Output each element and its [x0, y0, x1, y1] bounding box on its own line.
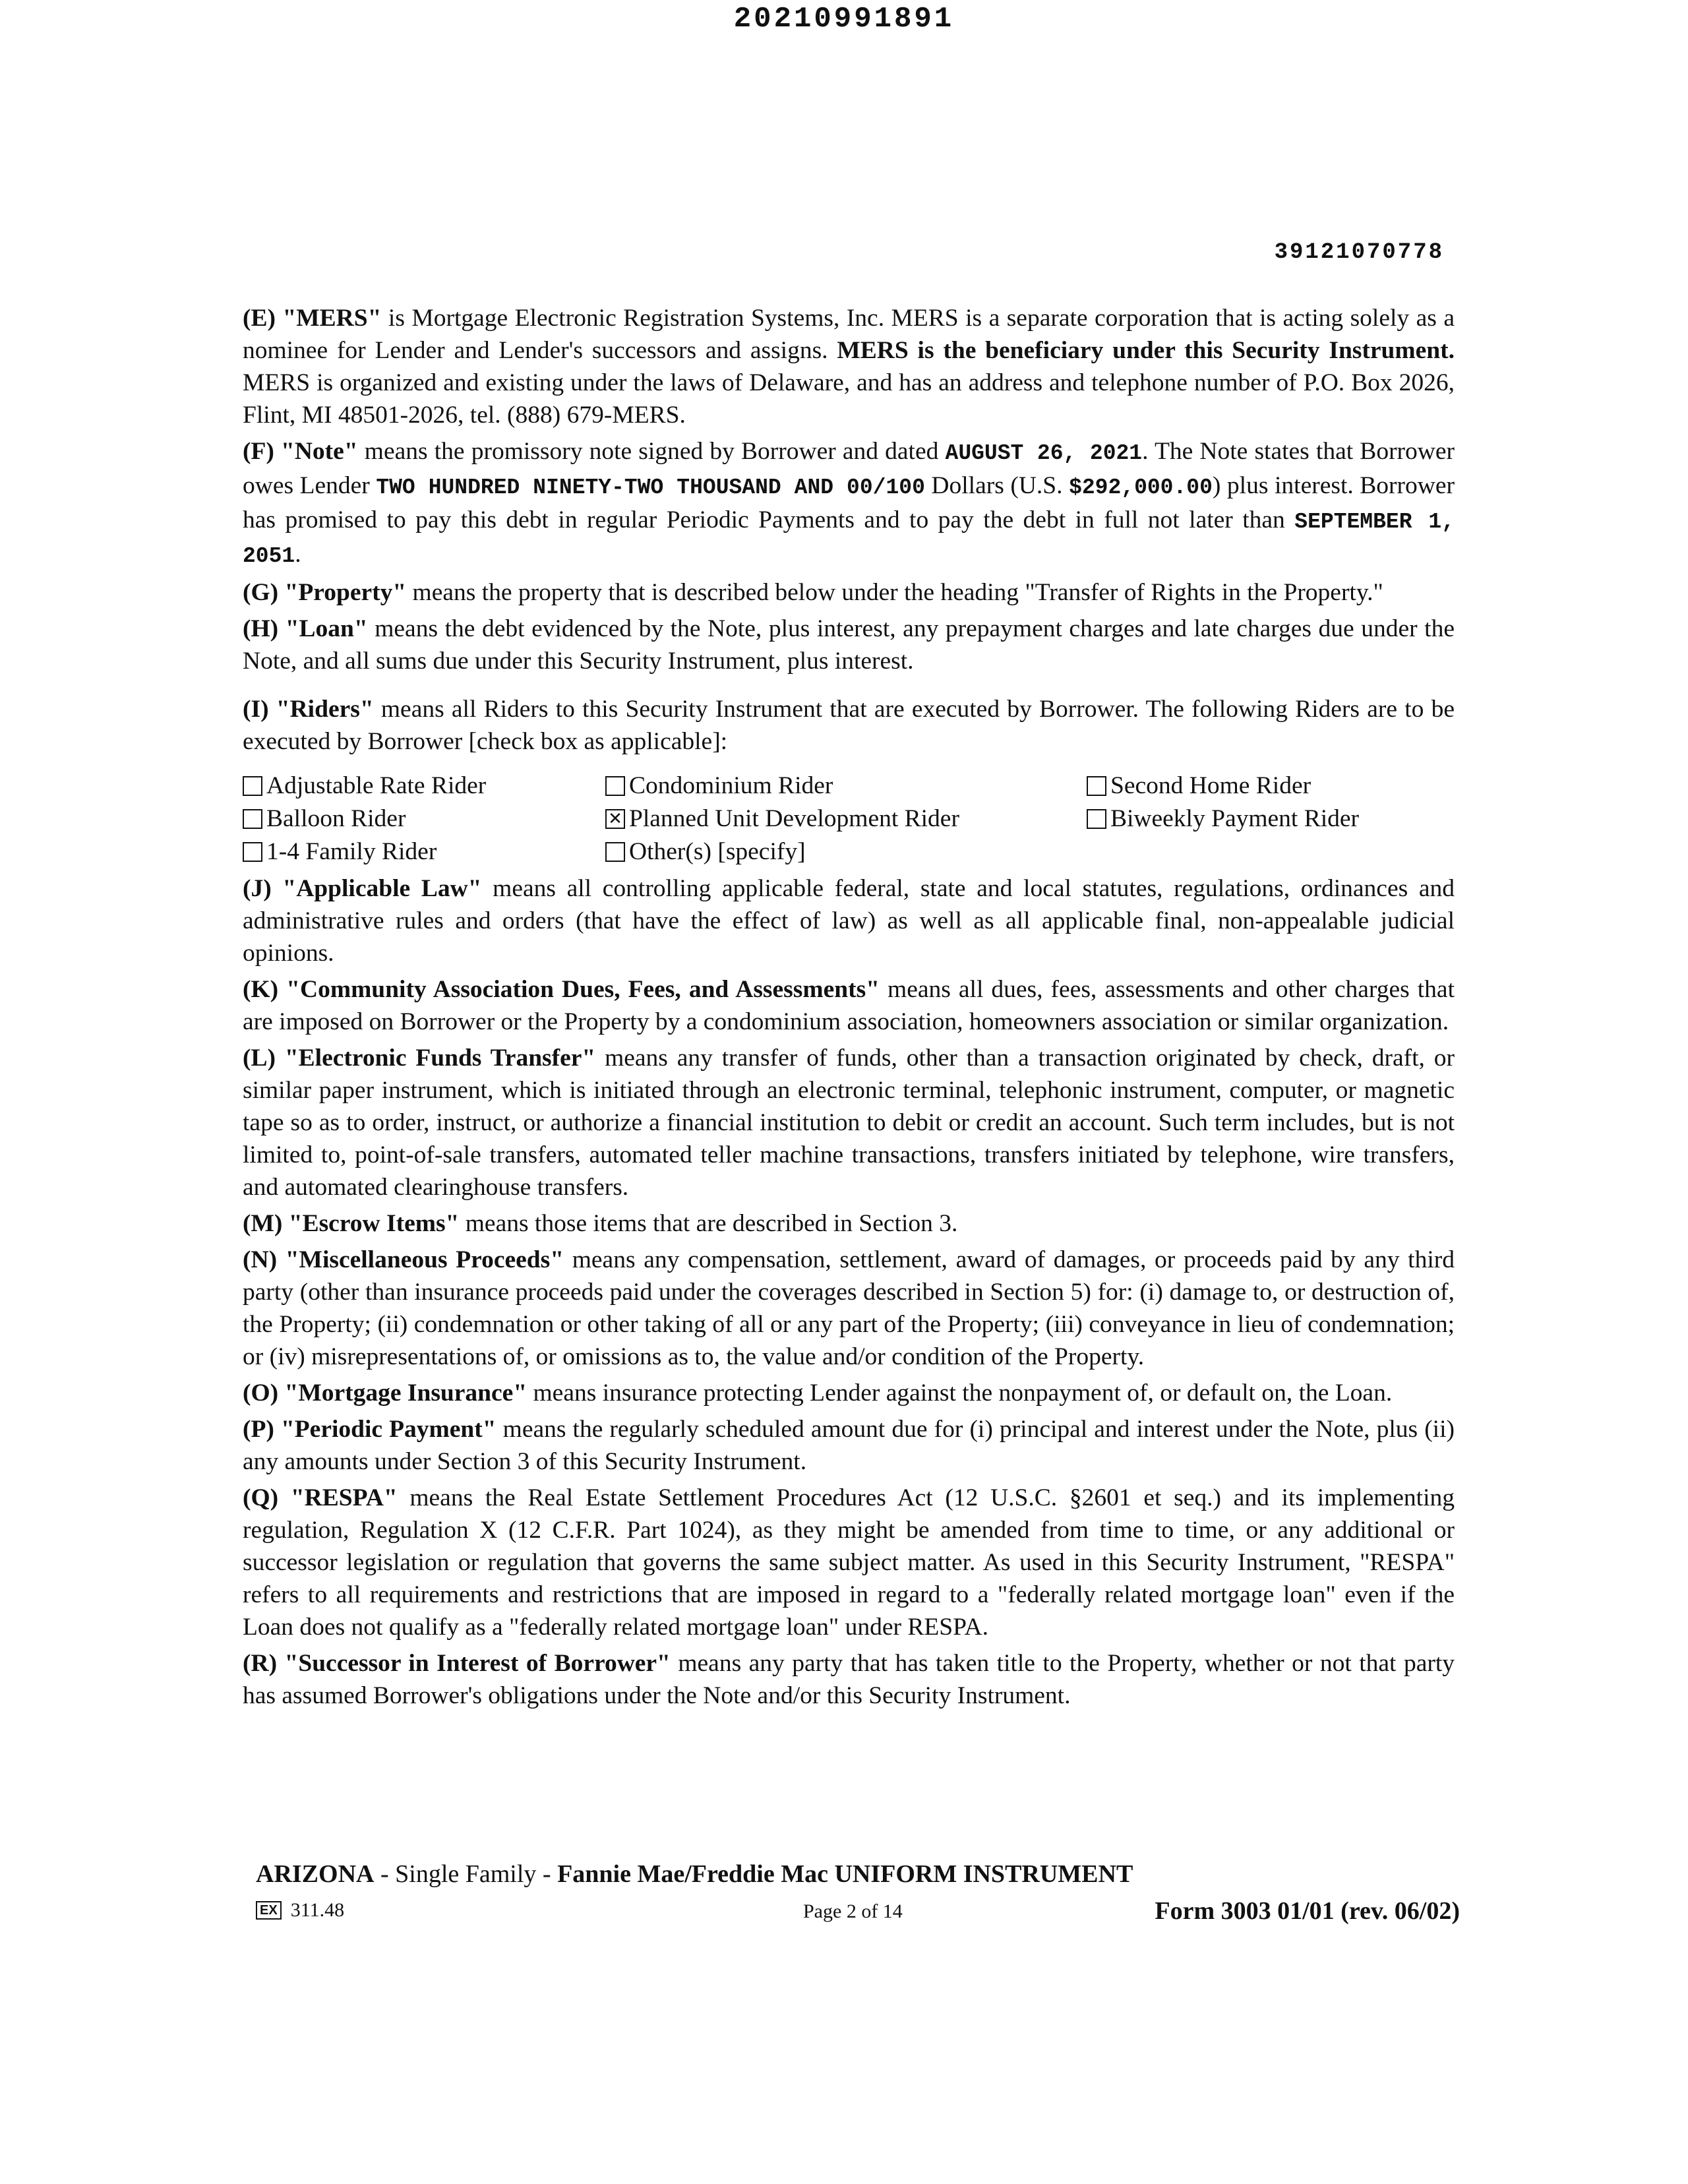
definition-mortgage-insurance: (O) "Mortgage Insurance" means insurance protecting Lender against the nonpayment of, or default on, the Loan.	[243, 1380, 1393, 1407]
checkbox-icon	[605, 842, 625, 862]
loan-amount: $292,000.00	[1069, 475, 1213, 500]
rider-second-home: Second Home Rider	[1087, 770, 1430, 803]
rider-planned-unit-development: ✕ Planned Unit Development Rider	[605, 803, 1087, 835]
definition-miscellaneous-proceeds: (N) "Miscellaneous Proceeds" means any compensation, settlement, award of damages, or proceeds paid by any third party (other than insurance proceeds paid under the coverages described in Section 5) for: (i) damage to, or destruction of, the Property; (ii) condemnation or other taking of all or any part of the Property; (iii) conveyance in lieu of condemnation; or (iv) misrepresentations of, or omissions as to, the value and/or condition of the Property.	[243, 1246, 1455, 1370]
definition-property: (G) "Property" means the property that is described below under the heading "Transfer of Rights in the Property."	[243, 579, 1383, 606]
footer-doc-code: EX 311.48	[256, 1899, 344, 1922]
footer-state: ARIZONA	[256, 1860, 375, 1888]
definitions-body	[243, 302, 1455, 1716]
definition-electronic-funds-transfer: (L) "Electronic Funds Transfer" means any transfer of funds, other than a transaction originated by check, draft, or similar paper instrument, which is initiated through an electronic terminal, telephonic instrument, computer, or magnetic tape so as to order, instruct, or authorize a financial institution to debit or credit an account. Such term includes, but is not limited to, point-of-sale transfers, automated teller machine transactions, transfers initiated by telephone, wire transfers, and automated clearinghouse transfers.	[243, 1045, 1455, 1201]
rider-adjustable-rate: Adjustable Rate Rider	[243, 770, 605, 803]
note-date: AUGUST 26, 2021	[945, 441, 1143, 466]
definition-note: (F) "Note" means the promissory note signed by Borrower and dated AUGUST 26, 2021. The Note states that Borrower owes Lender TWO HUNDRED NINETY-TWO THOUSAND AND 00/100 Dollars (U.S. $292,000.00) plus interest. Borrower has promised to pay this debt in regular Periodic Payments and to pay the debt in full not later than SEPTEMBER 1, 2051.	[243, 438, 1455, 568]
riders-checklist	[243, 770, 1455, 868]
term-escrow-items: (M) "Escrow Items"	[243, 1210, 460, 1237]
form-number: Form 3003 01/01 (rev. 06/02)	[1155, 1897, 1460, 1925]
term-mers: (E) "MERS"	[243, 305, 382, 332]
definition-loan: (H) "Loan" means the debt evidenced by the Note, plus interest, any prepayment charges and late charges due under the Note, and all sums due under this Security Instrument, plus interest.	[243, 615, 1455, 675]
page-number: Page 2 of 14	[803, 1900, 903, 1922]
rider-condominium: Condominium Rider	[605, 770, 1087, 803]
term-miscellaneous-proceeds: (N) "Miscellaneous Proceeds"	[243, 1246, 564, 1273]
rider-balloon: Balloon Rider	[243, 803, 605, 835]
checkbox-icon	[1087, 809, 1106, 829]
term-note: (F) "Note"	[243, 438, 358, 465]
checkbox-icon	[1087, 776, 1106, 796]
rider-other: Other(s) [specify]	[605, 835, 1087, 868]
term-riders: (I) "Riders"	[243, 696, 374, 723]
mers-beneficiary-statement: MERS is the beneficiary under this Security Instrument.	[837, 337, 1455, 364]
checkbox-icon	[243, 776, 262, 796]
term-electronic-funds-transfer: (L) "Electronic Funds Transfer"	[243, 1045, 596, 1072]
definition-successor-in-interest: (R) "Successor in Interest of Borrower" means any party that has taken title to the Property, whether or not that party has assumed Borrower's obligations under the Note and/or this Security Instrument.	[243, 1650, 1455, 1709]
definition-periodic-payment: (P) "Periodic Payment" means the regularly scheduled amount due for (i) principal and interest under the Note, plus (ii) any amounts under Section 3 of this Security Instrument.	[243, 1416, 1455, 1475]
definition-respa: (Q) "RESPA" means the Real Estate Settlement Procedures Act (12 U.S.C. §2601 et seq.) and its implementing regulation, Regulation X (12 C.F.R. Part 1024), as they might be amended from time to time, or any additional or successor legislation or regulation that governs the same subject matter. As used in this Security Instrument, "RESPA" refers to all requirements and restrictions that are imposed in regard to a "federally related mortgage loan" even if the Loan does not qualify as a "federally related mortgage loan" under RESPA.	[243, 1484, 1455, 1641]
term-applicable-law: (J) "Applicable Law"	[243, 875, 482, 902]
definition-applicable-law: (J) "Applicable Law" means all controlling applicable federal, state and local statutes, regulations, ordinances and administrative rules and orders (that have the effect of law) as well as all applicable final, non-appealable judicial opinions.	[243, 875, 1455, 967]
footer-instrument: Fannie Mae/Freddie Mac UNIFORM INSTRUMENT	[557, 1860, 1133, 1888]
ex-logo-icon: EX	[256, 1901, 282, 1920]
loan-number: 39121070778	[1274, 240, 1444, 265]
term-property: (G) "Property"	[243, 579, 407, 606]
rider-1-4-family: 1-4 Family Rider	[243, 835, 605, 868]
term-periodic-payment: (P) "Periodic Payment"	[243, 1416, 497, 1443]
term-successor-in-interest: (R) "Successor in Interest of Borrower"	[243, 1650, 671, 1677]
term-loan: (H) "Loan"	[243, 615, 368, 642]
definition-community-association: (K) "Community Association Dues, Fees, and Assessments" means all dues, fees, assessments and other charges that are imposed on Borrower or the Property by a condominium association, homeowners association or similar organization.	[243, 976, 1455, 1035]
definition-escrow-items: (M) "Escrow Items" means those items that are described in Section 3.	[243, 1210, 958, 1237]
footer-form-title: ARIZONA - Single Family - Fannie Mae/Freddie Mac UNIFORM INSTRUMENT	[256, 1860, 1133, 1888]
loan-amount-words: TWO HUNDRED NINETY-TWO THOUSAND AND 00/100	[376, 475, 925, 500]
checkbox-icon	[243, 842, 262, 862]
checkbox-icon	[243, 809, 262, 829]
definition-mers: (E) "MERS" is Mortgage Electronic Registration Systems, Inc. MERS is a separate corporation that is acting solely as a nominee for Lender and Lender's successors and assigns. MERS is the beneficiary under this Security Instrument. MERS is organized and existing under the laws of Delaware, and has an address and telephone number of P.O. Box 2026, Flint, MI 48501-2026, tel. (888) 679-MERS.	[243, 305, 1455, 429]
rider-biweekly-payment: Biweekly Payment Rider	[1087, 803, 1430, 835]
recording-number: 20210991891	[733, 3, 955, 36]
checked-checkbox-icon: ✕	[605, 809, 625, 829]
checkbox-icon	[605, 776, 625, 796]
term-respa: (Q) "RESPA"	[243, 1484, 398, 1511]
term-mortgage-insurance: (O) "Mortgage Insurance"	[243, 1380, 528, 1407]
definition-riders: (I) "Riders" means all Riders to this Security Instrument that are executed by Borrower. The following Riders are to be executed by Borrower [check box as applicable]:	[243, 696, 1455, 755]
maturity-date: SEPTEMBER 1, 2051	[243, 510, 1455, 568]
term-community-association: (K) "Community Association Dues, Fees, and Assessments"	[243, 976, 880, 1003]
